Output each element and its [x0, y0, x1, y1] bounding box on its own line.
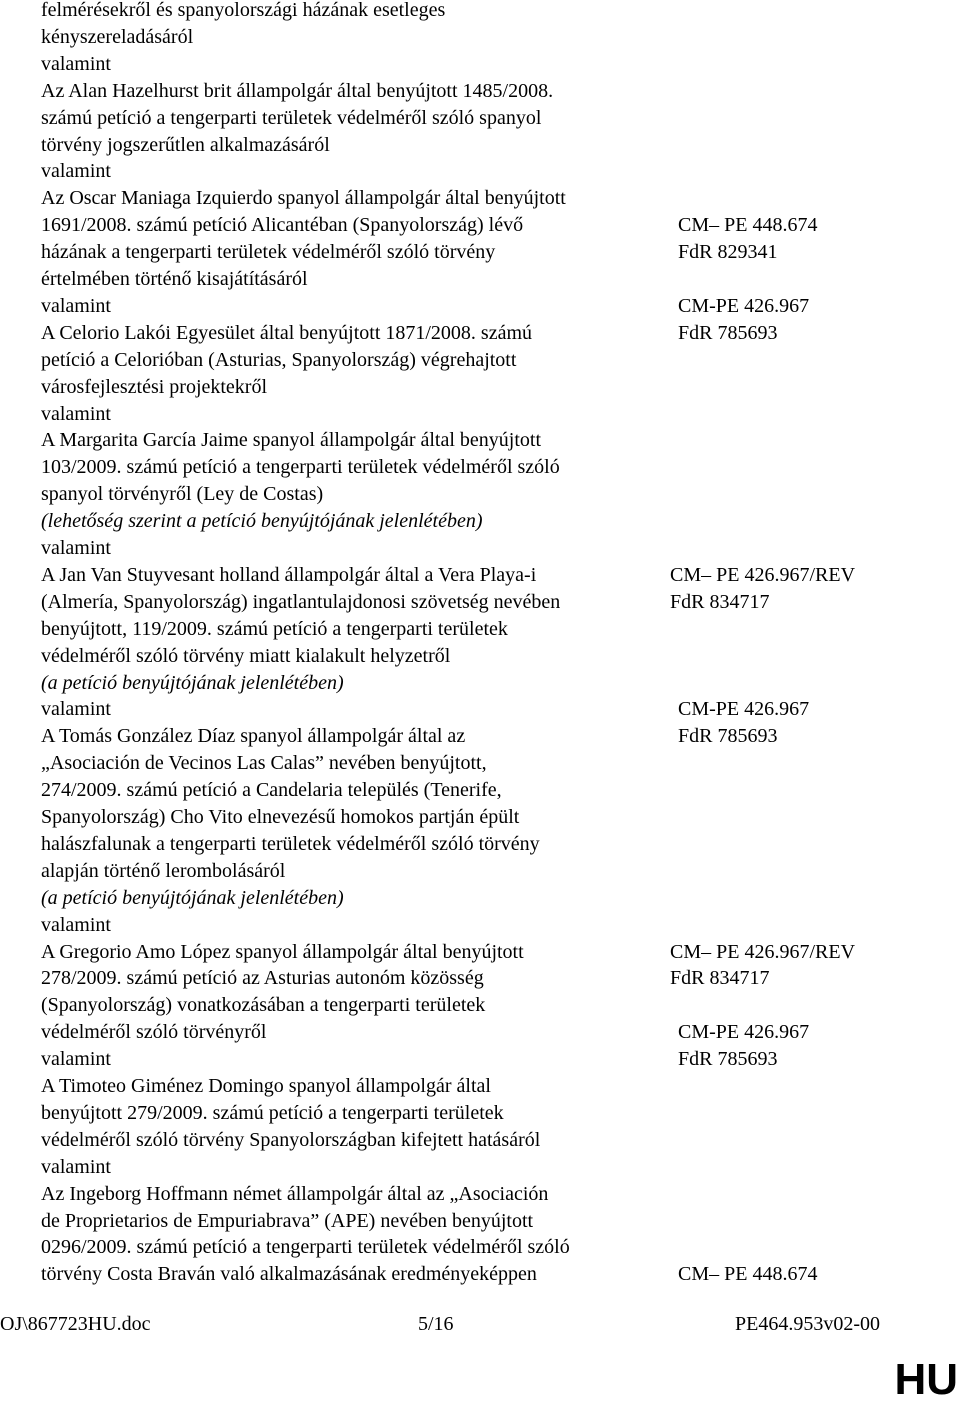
body-line: (lehetőség szerint a petíció benyújtójának jelenlétében)	[41, 510, 483, 533]
body-line: védelméről szóló törvény Spanyolországban kifejtett hatásáról	[41, 1128, 541, 1151]
body-line: 278/2009. számú petíció az Asturias autonóm közösség	[41, 967, 484, 990]
body-line: valamint	[41, 1155, 111, 1178]
body-line: védelméről szóló törvény miatt kialakult helyzetről	[41, 644, 451, 667]
body-line: (a petíció benyújtójának jelenlétében)	[41, 671, 344, 694]
body-line: kényszereladásáról	[41, 25, 194, 48]
body-line: spanyol törvényről (Ley de Costas)	[41, 483, 324, 506]
body-line: A Celorio Lakói Egyesület által benyújtott 1871/2008. számú	[41, 321, 533, 344]
body-line: valamint	[41, 1048, 111, 1071]
body-line: valamint	[41, 294, 111, 317]
body-line: számú petíció a tengerparti területek védelméről szóló spanyol	[41, 106, 542, 129]
body-line: valamint	[41, 537, 111, 559]
body-line: valamint	[41, 913, 111, 936]
body-line: házának a tengerparti területek védelméről szóló törvény	[41, 241, 496, 264]
fdr-reference: FdR 829341	[678, 241, 778, 264]
body-line: halászfalunak a tengerparti területek védelméről szóló törvény	[41, 832, 540, 855]
body-line: (Spanyolország) vonatkozásában a tengerparti területek	[41, 994, 486, 1017]
body-line: benyújtott 279/2009. számú petíció a tengerparti területek	[41, 1101, 504, 1124]
body-line: Az Ingeborg Hoffmann német állampolgár által az „Asociación	[41, 1182, 549, 1205]
body-line: 103/2009. számú petíció a tengerparti területek védelméről szóló	[41, 456, 560, 479]
fdr-reference: FdR 834717	[670, 590, 770, 613]
footer-doc-id: OJ\867723HU.doc	[0, 1313, 151, 1335]
footer-page-number: 5/16	[418, 1313, 454, 1335]
body-line: (Almería, Spanyolország) ingatlantulajdonosi szövetség nevében	[41, 590, 561, 613]
language-label: HU	[894, 1355, 958, 1404]
fdr-reference: FdR 834717	[670, 967, 770, 990]
committee-reference: CM– PE 448.674	[678, 1263, 818, 1286]
fdr-reference: FdR 785693	[678, 1048, 778, 1071]
body-line: 274/2009. számú petíció a Candelaria település (Tenerife,	[41, 779, 502, 802]
body-line: de Proprietarios de Empuriabrava” (APE) nevében benyújtott	[41, 1209, 534, 1232]
body-line: Az Oscar Maniaga Izquierdo spanyol állampolgár által benyújtott	[41, 187, 566, 210]
body-line: petíció a Celorióban (Asturias, Spanyolország) végrehajtott	[41, 348, 517, 371]
body-line: törvény jogszerűtlen alkalmazásáról	[41, 133, 330, 156]
body-line: (a petíció benyújtójának jelenlétében)	[41, 886, 344, 909]
body-line: A Timoteo Giménez Domingo spanyol állampolgár által	[41, 1075, 491, 1097]
body-line: értelmében történő kisajátításáról	[41, 268, 308, 290]
body-line: Spanyolország) Cho Vito elnevezésű homokos partján épült	[41, 806, 520, 828]
body-line: védelméről szóló törvényről	[41, 1021, 267, 1044]
body-line: valamint	[41, 52, 111, 75]
body-line: valamint	[41, 698, 111, 721]
body-line: 0296/2009. számú petíció a tengerparti területek védelméről szóló	[41, 1236, 570, 1259]
body-line: felmérésekről és spanyolországi házának esetleges	[41, 0, 446, 21]
body-line: valamint	[41, 160, 111, 183]
committee-reference: CM-PE 426.967	[678, 294, 810, 317]
body-line: „Asociación de Vecinos Las Calas” nevében benyújtott,	[41, 752, 487, 775]
footer-pe-reference: PE464.953v02-00	[735, 1313, 880, 1335]
body-line: A Jan Van Stuyvesant holland állampolgár által a Vera Playa-i	[41, 563, 537, 586]
committee-reference: CM-PE 426.967	[678, 698, 810, 721]
fdr-reference: FdR 785693	[678, 321, 778, 344]
body-line: városfejlesztési projektekről	[41, 375, 268, 398]
body-line: törvény Costa Braván való alkalmazásának eredményeképpen	[41, 1263, 537, 1286]
body-line: valamint	[41, 402, 111, 425]
committee-reference: CM-PE 426.967	[678, 1021, 810, 1044]
body-line: A Tomás González Díaz spanyol állampolgár által az	[41, 725, 466, 748]
body-line: benyújtott, 119/2009. számú petíció a tengerparti területek	[41, 617, 508, 640]
committee-reference: CM– PE 448.674	[678, 214, 818, 237]
body-line: Az Alan Hazelhurst brit állampolgár által benyújtott 1485/2008.	[41, 79, 554, 102]
body-line: A Gregorio Amo López spanyol állampolgár által benyújtott	[41, 940, 524, 963]
committee-reference: CM– PE 426.967/REV	[670, 563, 856, 586]
body-line: A Margarita García Jaime spanyol állampolgár által benyújtott	[41, 429, 542, 452]
body-line: alapján történő lerombolásáról	[41, 859, 286, 882]
committee-reference: CM– PE 426.967/REV	[670, 940, 856, 963]
fdr-reference: FdR 785693	[678, 725, 778, 748]
body-line: 1691/2008. számú petíció Alicantéban (Spanyolország) lévő	[41, 214, 524, 237]
